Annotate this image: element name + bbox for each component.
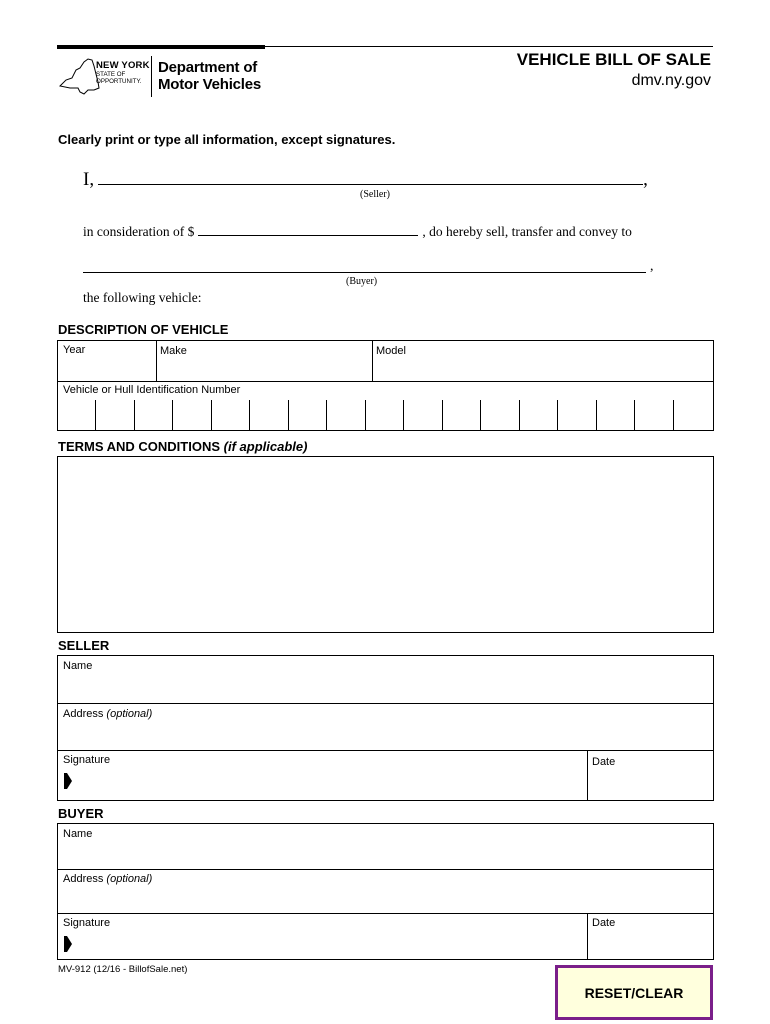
reset-clear-label: RESET/CLEAR xyxy=(584,984,684,1001)
seller-name-input[interactable] xyxy=(98,166,643,185)
seller-date-field[interactable] xyxy=(588,751,713,800)
model-label: Model xyxy=(376,345,406,357)
seller-signature-label: Signature xyxy=(63,754,111,766)
vin-cell-divider xyxy=(365,400,366,430)
header-rule-thick xyxy=(57,45,265,49)
make-field[interactable] xyxy=(157,341,372,381)
buyer-caption: (Buyer) xyxy=(346,276,378,287)
vin-cell-divider xyxy=(172,400,173,430)
logo-dept-line2: Motor Vehicles xyxy=(158,76,262,93)
buyer-suffix: , xyxy=(650,259,654,274)
buyer-name-field[interactable] xyxy=(58,824,713,869)
amount-input[interactable] xyxy=(198,222,418,236)
seller-heading: SELLER xyxy=(58,638,110,653)
vin-cell-divider xyxy=(211,400,212,430)
make-label: Make xyxy=(160,345,187,357)
vin-cell-divider xyxy=(519,400,520,430)
signature-arrow-icon xyxy=(64,936,72,952)
vin-cell-divider xyxy=(557,400,558,430)
consideration-suffix: , do hereby sell, transfer and convey to xyxy=(422,224,632,239)
vin-cell-divider xyxy=(634,400,635,430)
seller-name-field[interactable] xyxy=(58,656,713,703)
buyer-heading: BUYER xyxy=(58,806,104,821)
header-rule-thin xyxy=(265,46,713,47)
description-row-divider xyxy=(58,381,713,382)
buyer-box xyxy=(57,823,714,960)
buyer-signature-field[interactable] xyxy=(58,914,587,959)
vin-cell-divider xyxy=(673,400,674,430)
logo-state-name: NEW YORK xyxy=(96,60,150,71)
form-id-footer: MV-912 (12/16 - BillofSale.net) xyxy=(58,964,188,975)
instructions-text: Clearly print or type all information, except signatures. xyxy=(58,132,396,147)
vin-cell-divider xyxy=(480,400,481,430)
vin-cell-divider xyxy=(326,400,327,430)
seller-address-label: Address (optional) xyxy=(63,708,153,720)
logo-state-line2: OPPORTUNITY. xyxy=(96,78,142,85)
seller-box xyxy=(57,655,714,801)
logo-state-line1: STATE OF xyxy=(96,71,126,78)
vin-cell-divider xyxy=(288,400,289,430)
seller-suffix: , xyxy=(643,169,648,190)
buyer-name-label: Name xyxy=(63,828,93,840)
seller-signature-field[interactable] xyxy=(58,751,587,800)
buyer-name-input[interactable] xyxy=(83,260,646,273)
vin-label: Vehicle or Hull Identification Number xyxy=(63,384,241,396)
following-vehicle-text: the following vehicle: xyxy=(83,290,202,305)
logo-divider xyxy=(151,56,152,97)
consideration-line xyxy=(83,222,632,240)
buyer-address-label: Address (optional) xyxy=(63,873,153,885)
terms-heading-note: (if applicable) xyxy=(223,439,308,454)
model-field[interactable] xyxy=(373,341,713,381)
vin-cell-divider xyxy=(596,400,597,430)
vin-cell-divider xyxy=(403,400,404,430)
year-field[interactable] xyxy=(58,341,156,381)
vin-cell-divider xyxy=(249,400,250,430)
seller-prefix: I, xyxy=(83,169,95,190)
seller-caption: (Seller) xyxy=(360,189,390,200)
buyer-address-field[interactable] xyxy=(58,870,713,913)
consideration-prefix: in consideration of $ xyxy=(83,224,195,239)
dmv-logo xyxy=(58,54,278,100)
reset-clear-button[interactable] xyxy=(555,965,713,1020)
description-heading: DESCRIPTION OF VEHICLE xyxy=(58,322,229,337)
logo-dept-line1: Department of xyxy=(158,59,258,76)
seller-date-label: Date xyxy=(592,756,616,768)
terms-textarea[interactable] xyxy=(57,456,714,633)
form-title: VEHICLE BILL OF SALE xyxy=(516,50,711,69)
vin-cell-divider xyxy=(95,400,96,430)
vin-input[interactable] xyxy=(58,400,713,430)
terms-heading xyxy=(58,439,307,454)
buyer-signature-label: Signature xyxy=(63,917,111,929)
vin-cell-divider xyxy=(442,400,443,430)
seller-statement-line xyxy=(83,166,648,191)
seller-name-label: Name xyxy=(63,660,93,672)
buyer-date-label: Date xyxy=(592,917,616,929)
signature-arrow-icon xyxy=(64,773,72,789)
website-text: dmv.ny.gov xyxy=(631,72,711,89)
vin-cell-divider xyxy=(134,400,135,430)
terms-heading-text: TERMS AND CONDITIONS xyxy=(58,439,221,454)
buyer-date-field[interactable] xyxy=(588,914,713,959)
year-label: Year xyxy=(63,344,86,356)
seller-address-field[interactable] xyxy=(58,704,713,750)
